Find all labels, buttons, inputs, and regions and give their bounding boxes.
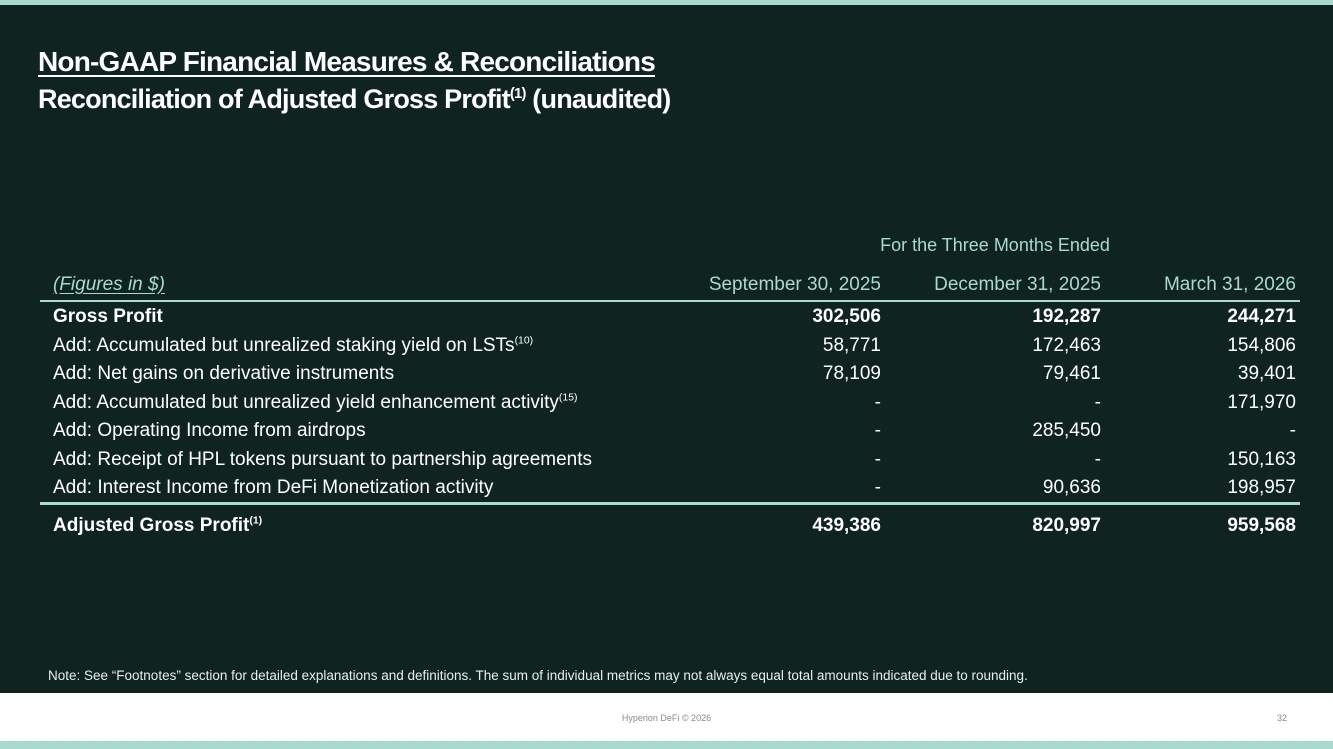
table-row-airdrops — [40, 416, 1300, 445]
row-label — [53, 515, 262, 537]
table-row-derivative-gains — [40, 359, 1300, 388]
period-header: For the Three Months Ended — [880, 235, 1110, 255]
column-header-dec-2025: December 31, 2025 — [934, 274, 1101, 295]
page-number: 32 — [1276, 713, 1287, 723]
slide-footer — [0, 693, 1333, 741]
cell-sep-2025: - — [874, 448, 881, 470]
row-label — [53, 392, 577, 414]
cell-mar-2026: 171,970 — [1227, 391, 1296, 413]
subtitle-footnote-ref: (1) — [509, 86, 526, 102]
cell-sep-2025: - — [874, 477, 881, 498]
cell-mar-2026: 150,163 — [1227, 448, 1296, 470]
bottom-accent-strip — [0, 741, 1333, 749]
cell-dec-2025: - — [1094, 391, 1101, 413]
row-label-text: Add: Net gains on derivative instruments — [53, 363, 395, 384]
table-row-staking-yield — [40, 331, 1300, 360]
row-footnote-ref: (10) — [514, 335, 534, 347]
row-label — [53, 306, 163, 328]
footnote-note: Note: See “Footnotes” section for detailed explanations and definitions. The sum of individual metrics may not always equal total amounts indicated due to rounding. — [48, 668, 1028, 683]
row-label-text: Add: Accumulated but unrealized yield enhancement activity — [53, 391, 559, 413]
cell-mar-2026: 959,568 — [1227, 515, 1296, 536]
cell-mar-2026: 198,957 — [1227, 477, 1296, 498]
row-label-text: Add: Accumulated but unrealized staking yield on LSTs — [53, 334, 515, 356]
cell-mar-2026: - — [1289, 420, 1296, 441]
row-label-text: Add: Operating Income from airdrops — [53, 420, 366, 441]
top-accent-strip — [0, 0, 1333, 5]
cell-mar-2026: 154,806 — [1227, 334, 1296, 356]
cell-dec-2025: 79,461 — [1042, 363, 1101, 384]
row-label-text: Adjusted Gross Profit — [53, 515, 250, 536]
cell-mar-2026: 244,271 — [1227, 306, 1296, 327]
row-label-text: Gross Profit — [53, 306, 163, 327]
cell-dec-2025: 820,997 — [1032, 515, 1101, 536]
subtitle-text: Reconciliation of Adjusted Gross Profit — [38, 84, 510, 114]
cell-sep-2025: - — [874, 391, 881, 413]
subtitle-suffix: (unaudited) — [525, 84, 671, 114]
column-header-mar-2026: March 31, 2026 — [1163, 274, 1296, 295]
row-label — [53, 363, 394, 385]
cell-dec-2025: - — [1094, 448, 1101, 470]
column-header-sep-2025: September 30, 2025 — [708, 274, 881, 295]
row-label — [53, 477, 493, 499]
table-header-row — [40, 270, 1300, 302]
reconciliation-table — [40, 270, 1300, 541]
copyright-text: Hyperion DeFi © 2026 — [621, 713, 712, 723]
row-label-text: Add: Receipt of HPL tokens pursuant to partnership agreements — [53, 448, 592, 470]
row-label — [53, 449, 592, 471]
cell-dec-2025: 172,463 — [1032, 334, 1101, 356]
slide-title: Non-GAAP Financial Measures & Reconciliations — [38, 46, 655, 77]
table-row-gross-profit — [40, 302, 1300, 331]
cell-sep-2025: 58,771 — [822, 334, 881, 356]
slide-subtitle — [38, 84, 670, 115]
row-label — [53, 335, 533, 357]
cell-sep-2025: 439,386 — [812, 515, 881, 536]
table-row-hpl-tokens — [40, 445, 1300, 474]
cell-dec-2025: 90,636 — [1042, 477, 1101, 498]
cell-dec-2025: 192,287 — [1032, 306, 1101, 327]
row-label-text: Add: Interest Income from DeFi Monetization activity — [53, 477, 494, 498]
cell-dec-2025: 285,450 — [1032, 420, 1101, 441]
cell-sep-2025: - — [874, 420, 881, 441]
table-row-yield-enhancement — [40, 388, 1300, 417]
units-label: (Figures in $) — [53, 274, 165, 295]
row-footnote-ref: (15) — [558, 392, 578, 404]
table-row-defi-interest — [40, 473, 1300, 505]
cell-mar-2026: 39,401 — [1237, 363, 1296, 384]
row-label — [53, 420, 366, 442]
table-row-adjusted-gross-profit — [40, 505, 1300, 541]
cell-sep-2025: 78,109 — [822, 363, 881, 384]
cell-sep-2025: 302,506 — [812, 306, 881, 327]
row-footnote-ref: (1) — [249, 515, 263, 527]
